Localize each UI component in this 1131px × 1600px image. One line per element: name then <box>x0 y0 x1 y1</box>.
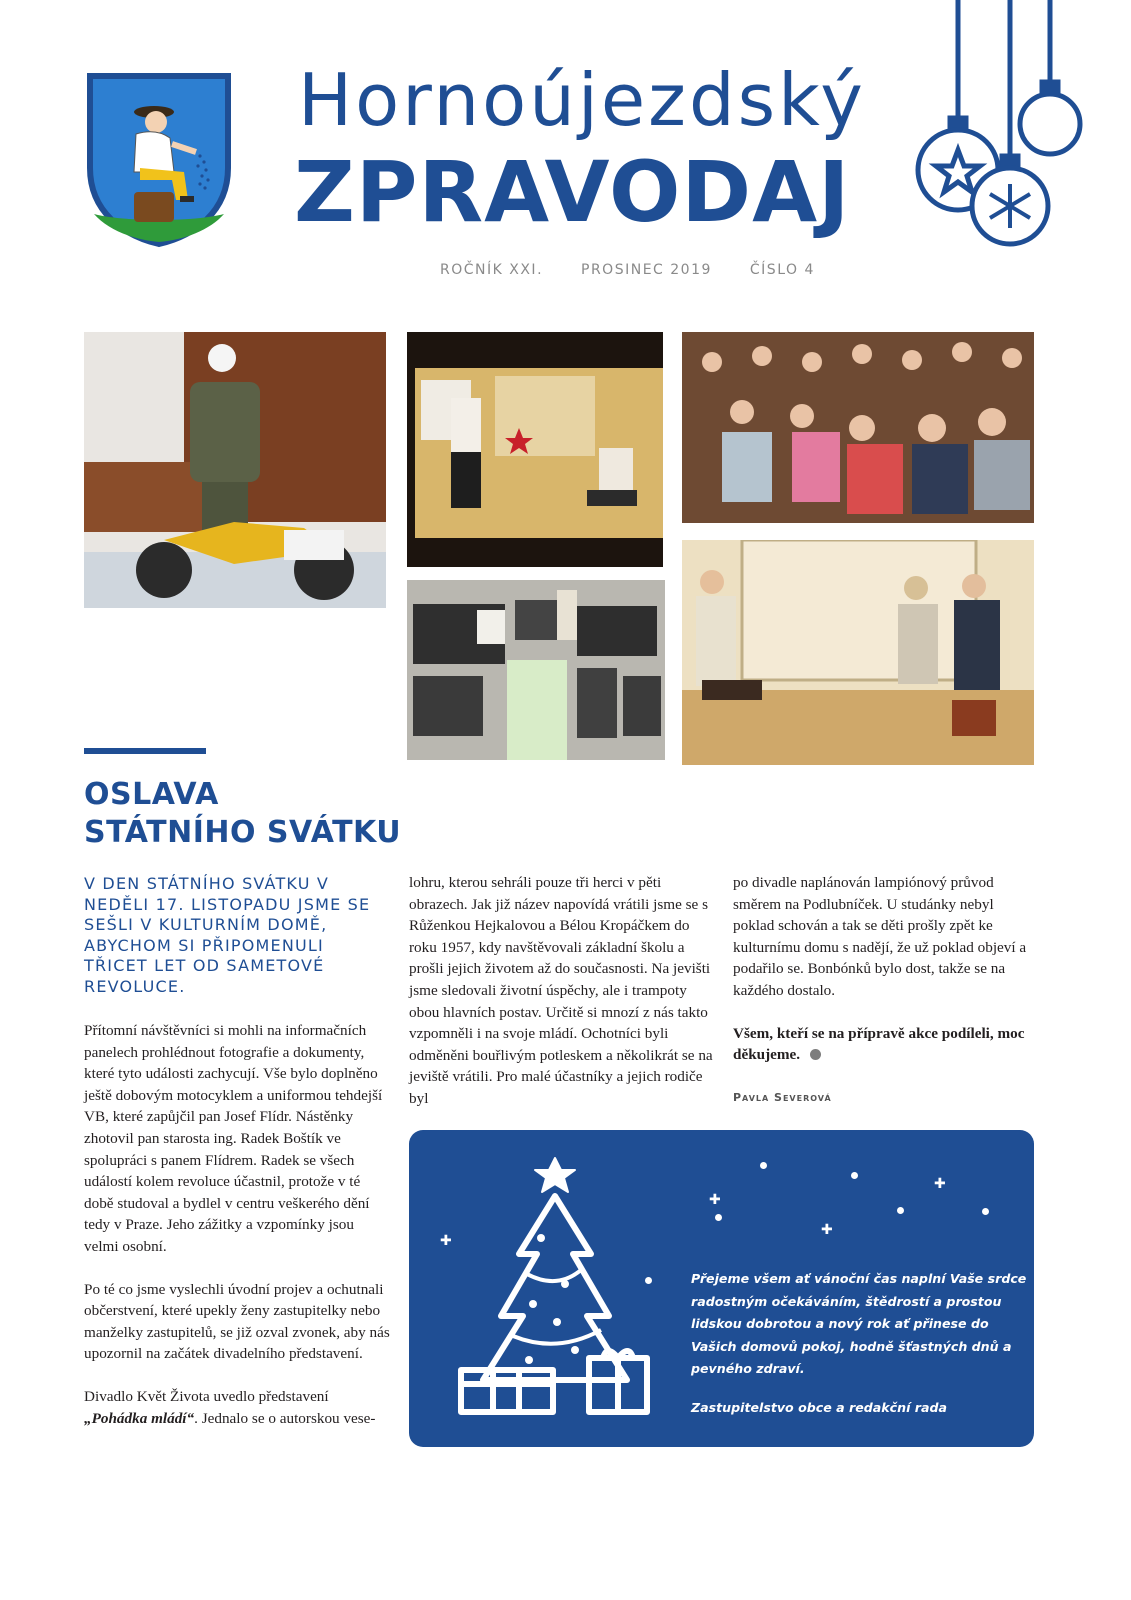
snow-dot-icon <box>897 1207 904 1214</box>
greeting-wish: Přejeme všem ať vánoční čas naplní Vaše srdce radostným očekáváním, štědrostí a prostou lidskou dobrotou a nový rok ať přinese do Vašich domovů pokoj, hodně šťastných dnů a pevného zdraví. <box>691 1271 1027 1376</box>
paragraph: Přítomní návštěvníci si mohli na informačních panelech prohlédnout fotografie a dokumenty, které tyto události zachycují. Vše bylo doplněno ještě dobovým motocyklem a uniformou tehdejší VB, které zapůjčil pan Josef Flídr. Nástěnky zhotovil pan starosta ing. Radek Boštík ve spolupráci s panem Flídrem. Radek se všech událostí kolem revoluce účastnil, protože v té době studoval a bydlel v centru veškerého dění tedy v Praze. Jeho zážitky a vzpomínky jsou velmi osobní. <box>84 1022 383 1255</box>
snow-dot-icon <box>982 1208 989 1215</box>
masthead-title-top: Hornoújezdský <box>298 58 866 142</box>
snow-dot-icon <box>645 1277 652 1284</box>
snow-dot-icon <box>760 1162 767 1169</box>
paragraph: Po té co jsme vyslechli úvodní projev a ochutnali občerstvení, které upekly ženy zastupitelky nebo manželky zastupitelů, se již ozval zvonek, aby nás upozornil na začátek divadelního představení. <box>84 1280 390 1363</box>
photo-theatre-scene <box>682 540 1034 765</box>
article-author: Pavla Severová <box>733 1090 832 1104</box>
article-column-2 <box>409 872 715 1131</box>
municipal-coat-of-arms-logo <box>84 72 234 248</box>
greeting-text <box>691 1268 1031 1435</box>
date-label: PROSINEC 2019 <box>581 262 712 278</box>
headline-accent-bar <box>84 748 206 754</box>
article-column-1 <box>84 1020 390 1450</box>
paragraph: lohru, kterou sehráli pouze tři herci v pěti obrazech. Jak již název napovídá vrátili jsme se s Růženkou Hejkalovou a Bélou Kropáčkem do roku 1957, kdy navštěvovali základní školu a prošli jejich životem až do současnosti. Na jevišti jsme sledovali životní úspěchy, ale i trampoty obou hlavních postav. Určitě si mnozí z nás takto vzpomněli i na svoje mládí. Ochotníci byli odměněni bouřlivým potleskem a několikrát se na jeviště vrátili. Pro malé účastníky a jejich rodiče byl <box>409 874 713 1107</box>
thanks-text: Všem, kteří se na přípravě akce podíleli, moc děkujeme. <box>733 1024 1025 1064</box>
masthead-title-bottom: ZPRAVODAJ <box>294 143 851 241</box>
snow-dot-icon <box>715 1214 722 1221</box>
snow-dot-icon <box>851 1172 858 1179</box>
snowflake-star-icon: ✚ <box>934 1176 946 1192</box>
christmas-greeting-box <box>409 1130 1034 1447</box>
volume-label: ROČNÍK XXI. <box>440 262 544 278</box>
greeting-signature: Zastupitelstvo obce a redakční rada <box>691 1399 948 1415</box>
thanks-paragraph <box>733 1023 1033 1066</box>
text-span: . Jednalo se o autorskou vese- <box>194 1409 376 1427</box>
snowflake-star-icon: ✚ <box>821 1222 833 1238</box>
paragraph: po divadle naplánován lampiónový průvod směrem na Podlubníček. U studánky nebyl poklad schován a tak se děti prošly zpět ke kulturnímu domu s nadějí, že už poklad objeví a podařilo se. Bonbónků bylo dost, takže se na každého dostalo. <box>733 874 1027 999</box>
article-headline <box>84 776 404 852</box>
photo-motorcycle-exhibit <box>84 332 386 608</box>
photo-exhibition-panels <box>407 580 665 760</box>
play-title: „Pohádka mládí“ <box>84 1409 195 1427</box>
article-column-3 <box>733 872 1033 1108</box>
issue-info <box>440 262 820 278</box>
headline-line-1: OSLAVA <box>84 777 219 812</box>
photo-audience <box>682 332 1034 523</box>
snowflake-star-icon: ✚ <box>440 1233 452 1249</box>
text-span: Divadlo Květ Života uvedlo představení <box>84 1387 329 1405</box>
christmas-ornaments-decoration <box>900 0 1100 260</box>
paragraph <box>84 1386 390 1429</box>
christmas-tree-icon <box>457 1154 653 1416</box>
end-mark-icon <box>810 1049 821 1060</box>
snowflake-star-icon: ✚ <box>709 1192 721 1208</box>
headline-line-2: STÁTNÍHO SVÁTKU <box>84 815 402 850</box>
issue-number: ČÍSLO 4 <box>749 262 815 278</box>
article-lead: V DEN STÁTNÍHO SVÁTKU V NEDĚLI 17. LISTOPADU JSME SE SEŠLI V KULTURNÍM DOMĚ, ABYCHOM SI PŘIPOMENULI TŘICET LET OD SAMETOVÉ REVOLUCE. <box>84 874 371 996</box>
photo-theatre-stage <box>407 332 663 567</box>
